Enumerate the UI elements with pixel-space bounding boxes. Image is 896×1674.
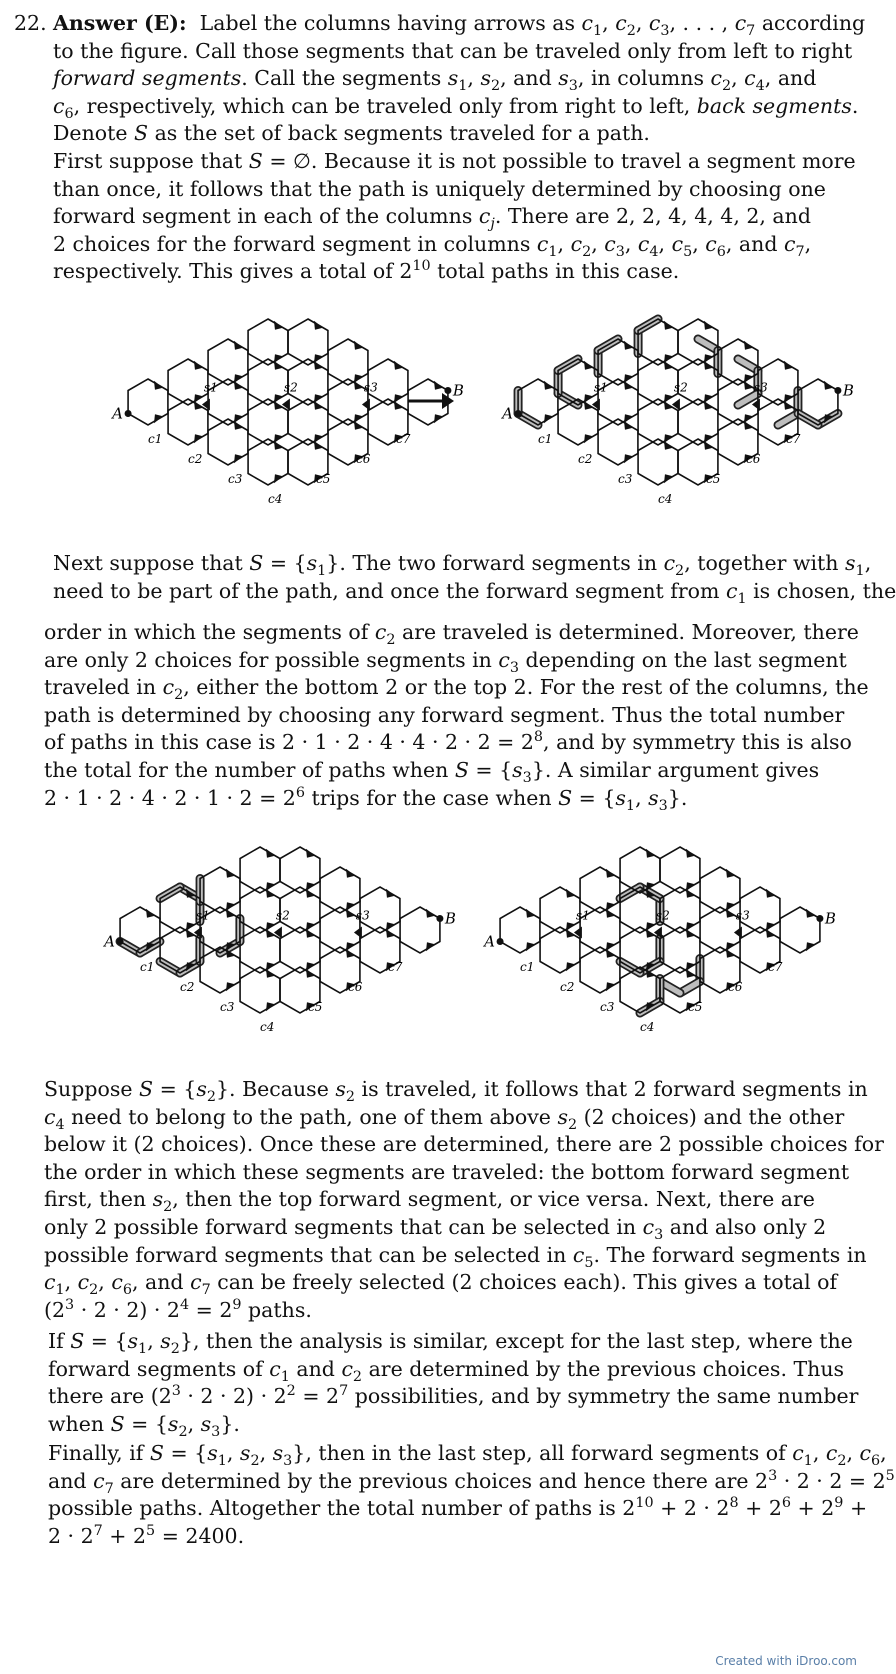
arrow-icon xyxy=(624,454,633,463)
arrow-icon xyxy=(624,381,633,390)
back-segment-label: s1 xyxy=(203,380,218,395)
paragraph-all-back-case xyxy=(48,1440,895,1550)
watermark: Created with iDroo.com xyxy=(715,1654,857,1668)
arrow-icon xyxy=(704,441,713,450)
back-segment-label: s2 xyxy=(673,380,688,395)
paragraph-s1-case-cont xyxy=(44,619,869,814)
point-b-label: B xyxy=(824,909,836,928)
column-label: c7 xyxy=(396,432,411,446)
back-segment-label: s1 xyxy=(593,380,608,395)
point-a-label: A xyxy=(104,932,115,951)
arrow-icon xyxy=(566,929,575,938)
arrow-icon xyxy=(544,381,553,390)
text-line: forward segments. Call the segments $s_1$, $s_2$, and $s_3$, in columns $c_2$, $c_4$, and xyxy=(53,66,817,95)
column-label: c4 xyxy=(658,492,673,506)
text-line: $c_6$, respectively, which can be traveled only from right to left, back segments. xyxy=(53,93,859,122)
arrow-icon xyxy=(566,962,575,971)
text-line: forward segments of $c_1$ and $c_2$ are determined by the previous choices. Thus xyxy=(48,1356,845,1385)
arrow-icon xyxy=(664,474,673,483)
text-line: forward segment in each of the columns $c_j$. There are 2, 2, 4, 4, 4, 2, and xyxy=(53,204,811,233)
text-line: possible forward segments that can be selected in $c_5$. The forward segments in xyxy=(44,1242,867,1271)
text-line: the total for the number of paths when $S = \{s_3\}$. A similar argument gives xyxy=(44,757,820,787)
arrow-icon xyxy=(544,414,553,423)
text-line: path is determined by choosing any forward segment. Thus the total number xyxy=(44,702,845,727)
paragraph-empty-set-case xyxy=(53,148,856,286)
text-line: the order in which these segments are traveled: the bottom forward segment xyxy=(44,1159,850,1184)
point-b-dot xyxy=(834,387,841,394)
column-label: c7 xyxy=(768,960,783,974)
text-line: possible paths. Altogether the total number of paths is $2^{10} + 2 \cdot 2^8 + 2^6 + 2^9$ + xyxy=(48,1495,868,1521)
back-segment-label: s2 xyxy=(655,908,670,923)
arrow-icon xyxy=(744,421,753,430)
arrow-icon xyxy=(744,381,753,390)
text-line: $2 \cdot 2^7 + 2^5 = 2400$. xyxy=(48,1522,245,1548)
column-label: c4 xyxy=(640,1020,655,1034)
text-line: traveled in $c_2$, either the bottom 2 or the top 2. For the rest of the columns, the xyxy=(44,675,869,704)
column-label: c1 xyxy=(538,432,553,446)
arrow-icon xyxy=(726,949,735,958)
hex-grid-figure-empty-set-path xyxy=(60,300,854,525)
arrow-icon xyxy=(664,361,673,370)
arrow-icon xyxy=(686,849,695,858)
hex-cell xyxy=(780,907,820,953)
arrow-icon xyxy=(704,361,713,370)
arrow-icon xyxy=(806,909,815,918)
column-label: c3 xyxy=(618,472,633,486)
column-label: c6 xyxy=(746,452,761,466)
point-a-label: A xyxy=(112,404,123,423)
column-label: c3 xyxy=(600,1000,615,1014)
text-line: 2 choices for the forward segment in columns $c_1$, $c_2$, $c_3$, $c_4$, $c_5$, $c_6$, and $c_7$, xyxy=(53,231,812,260)
arrow-icon xyxy=(744,341,753,350)
text-line: respectively. This gives a total of $2^{10}$ total paths in this case. xyxy=(53,258,680,284)
text-line: need to be part of the path, and once the forward segment from $c_1$ is chosen, the xyxy=(53,578,896,607)
back-segment-label: s1 xyxy=(195,908,210,923)
arrow-icon xyxy=(766,889,775,898)
arrow-icon xyxy=(806,942,815,951)
column-label: c5 xyxy=(316,472,331,486)
point-b-label: B xyxy=(444,909,456,928)
text-line: If $S = \{s_1$, $s_2$}, then the analysis is similar, except for the last step, where the xyxy=(48,1329,853,1358)
arrow-icon xyxy=(824,381,833,390)
arrow-icon xyxy=(664,401,673,410)
arrow-icon xyxy=(664,321,673,330)
column-label: c6 xyxy=(728,980,743,994)
back-segment-label: s2 xyxy=(275,908,290,923)
arrow-icon xyxy=(704,401,713,410)
arrow-icon xyxy=(606,869,615,878)
point-a-label: A xyxy=(502,404,513,423)
back-segment-label: s3 xyxy=(753,380,768,395)
text-line: $2 \cdot 1 \cdot 2 \cdot 4 \cdot 2 \cdot 1 \cdot 2 = 2^6$ trips for the case when $S = \{s_1$, $s_3$}. xyxy=(44,784,688,814)
point-a-dot xyxy=(515,410,522,417)
arrow-icon xyxy=(606,909,615,918)
arrow-icon xyxy=(584,401,593,410)
arrow-icon xyxy=(584,434,593,443)
paragraph-s2-case xyxy=(44,1076,884,1324)
arrow-icon xyxy=(566,889,575,898)
arrow-icon xyxy=(686,889,695,898)
text-line: only 2 possible forward segments that can be selected in $c_3$ and also only 2 xyxy=(44,1214,827,1244)
point-b-label: B xyxy=(842,381,854,400)
back-arrow-icon xyxy=(734,927,742,939)
back-segment-label: s3 xyxy=(355,908,370,923)
column-label: c2 xyxy=(188,452,203,466)
text-line: order in which the segments of $c_2$ are traveled is determined. Moreover, there xyxy=(44,620,859,649)
paragraph-s1-s2-case xyxy=(48,1328,859,1440)
column-label: c7 xyxy=(786,432,801,446)
text-line: First suppose that S = ∅. Because it is not possible to travel a segment more xyxy=(53,149,856,173)
back-segment-label: s3 xyxy=(363,380,378,395)
point-a-dot xyxy=(497,938,504,945)
figure-row-1 xyxy=(60,300,854,525)
column-label: c3 xyxy=(228,472,243,486)
arrow-icon xyxy=(686,969,695,978)
column-label: c5 xyxy=(688,1000,703,1014)
column-label: c3 xyxy=(220,1000,235,1014)
text-line: $(2^3 \cdot 2 \cdot 2) \cdot 2^4 = 2^9$ paths. xyxy=(44,1296,312,1322)
text-line: Next suppose that $S = \{s_1\}$. The two forward segments in $c_2$, together with $s_1$, xyxy=(53,551,872,580)
arrow-icon xyxy=(726,909,735,918)
hex-grid-figure-s2-path xyxy=(52,825,836,1055)
column-label: c5 xyxy=(308,1000,323,1014)
text-line: below it (2 choices). Once these are determined, there are 2 possible choices for xyxy=(44,1132,884,1157)
text-line: first, then $s_2$, then the top forward segment, or vice versa. Next, there are xyxy=(44,1187,815,1216)
column-label: c5 xyxy=(706,472,721,486)
arrow-icon xyxy=(624,421,633,430)
arrow-icon xyxy=(646,929,655,938)
text-line: Finally, if $S = \{s_1$, $s_2$, $s_3$}, then in the last step, all forward segments of $c_1$, $c_2$, $c_6$, xyxy=(48,1441,887,1470)
arrow-icon xyxy=(624,341,633,350)
text-line: Suppose $S = \{s_2\}$. Because $s_2$ is traveled, it follows that 2 forward segments in xyxy=(44,1077,868,1106)
arrow-icon xyxy=(686,929,695,938)
text-line: and $c_7$ are determined by the previous choices and hence there are $2^3 \cdot 2 \cdot 2 = 2^5$ xyxy=(48,1467,895,1497)
hex-cell xyxy=(500,907,540,953)
arrow-icon xyxy=(526,909,535,918)
column-label: c1 xyxy=(148,432,163,446)
column-label: c2 xyxy=(578,452,593,466)
arrow-icon xyxy=(606,949,615,958)
back-segment-label: s2 xyxy=(283,380,298,395)
text-line: are only 2 choices for possible segments in $c_3$ depending on the last segment xyxy=(44,647,847,676)
column-label: c1 xyxy=(520,960,535,974)
text-line: Answer (E): Label the columns having arrows as $c_1$, $c_2$, $c_3$, . . . , $c_7$ according xyxy=(53,11,866,40)
point-a-label: A xyxy=(484,932,495,951)
arrow-icon xyxy=(584,361,593,370)
point-b-dot xyxy=(816,915,823,922)
arrow-icon xyxy=(726,869,735,878)
column-label: c2 xyxy=(180,980,195,994)
arrow-icon xyxy=(704,321,713,330)
paragraph-answer-intro xyxy=(53,10,866,148)
arrow-icon xyxy=(784,401,793,410)
column-label: c6 xyxy=(356,452,371,466)
back-segment-label: s1 xyxy=(575,908,590,923)
arrow-icon xyxy=(606,982,615,991)
back-segment-label: s3 xyxy=(735,908,750,923)
text-line: to the figure. Call those segments that can be traveled only from left to right xyxy=(53,38,853,63)
paragraph-s1-case-start xyxy=(53,550,896,607)
text-line: Denote S as the set of back segments traveled for a path. xyxy=(53,121,650,146)
column-label: c4 xyxy=(268,492,283,506)
column-label: c2 xyxy=(560,980,575,994)
text-line: there are $(2^3 \cdot 2 \cdot 2) \cdot 2^2 = 2^7$ possibilities, and by symmetry the same number xyxy=(48,1383,859,1409)
column-label: c6 xyxy=(348,980,363,994)
text-line: $c_4$ need to belong to the path, one of them above $s_2$ (2 choices) and the other xyxy=(44,1104,845,1133)
arrow-icon xyxy=(526,942,535,951)
text-line: $c_1$, $c_2$, $c_6$, and $c_7$ can be freely selected (2 choices each). This gives a total of xyxy=(44,1270,838,1299)
arrow-icon xyxy=(766,929,775,938)
point-b-label: B xyxy=(452,381,464,400)
column-label: c4 xyxy=(260,1020,275,1034)
figure-row-2 xyxy=(52,825,836,1055)
text-line: than once, it follows that the path is uniquely determined by choosing one xyxy=(53,176,826,201)
column-label: c7 xyxy=(388,960,403,974)
text-line: of paths in this case is $2 \cdot 1 \cdot 2 \cdot 4 \cdot 4 \cdot 2 \cdot 2 = 2^8$, and by symmetry this is also xyxy=(44,729,852,755)
arrow-icon xyxy=(784,361,793,370)
problem-number: 22. xyxy=(14,11,47,35)
column-label: c1 xyxy=(140,960,155,974)
arrow-icon xyxy=(646,849,655,858)
text-line: when $S = \{s_2$, $s_3$}. xyxy=(48,1411,240,1440)
arrow-icon xyxy=(664,441,673,450)
